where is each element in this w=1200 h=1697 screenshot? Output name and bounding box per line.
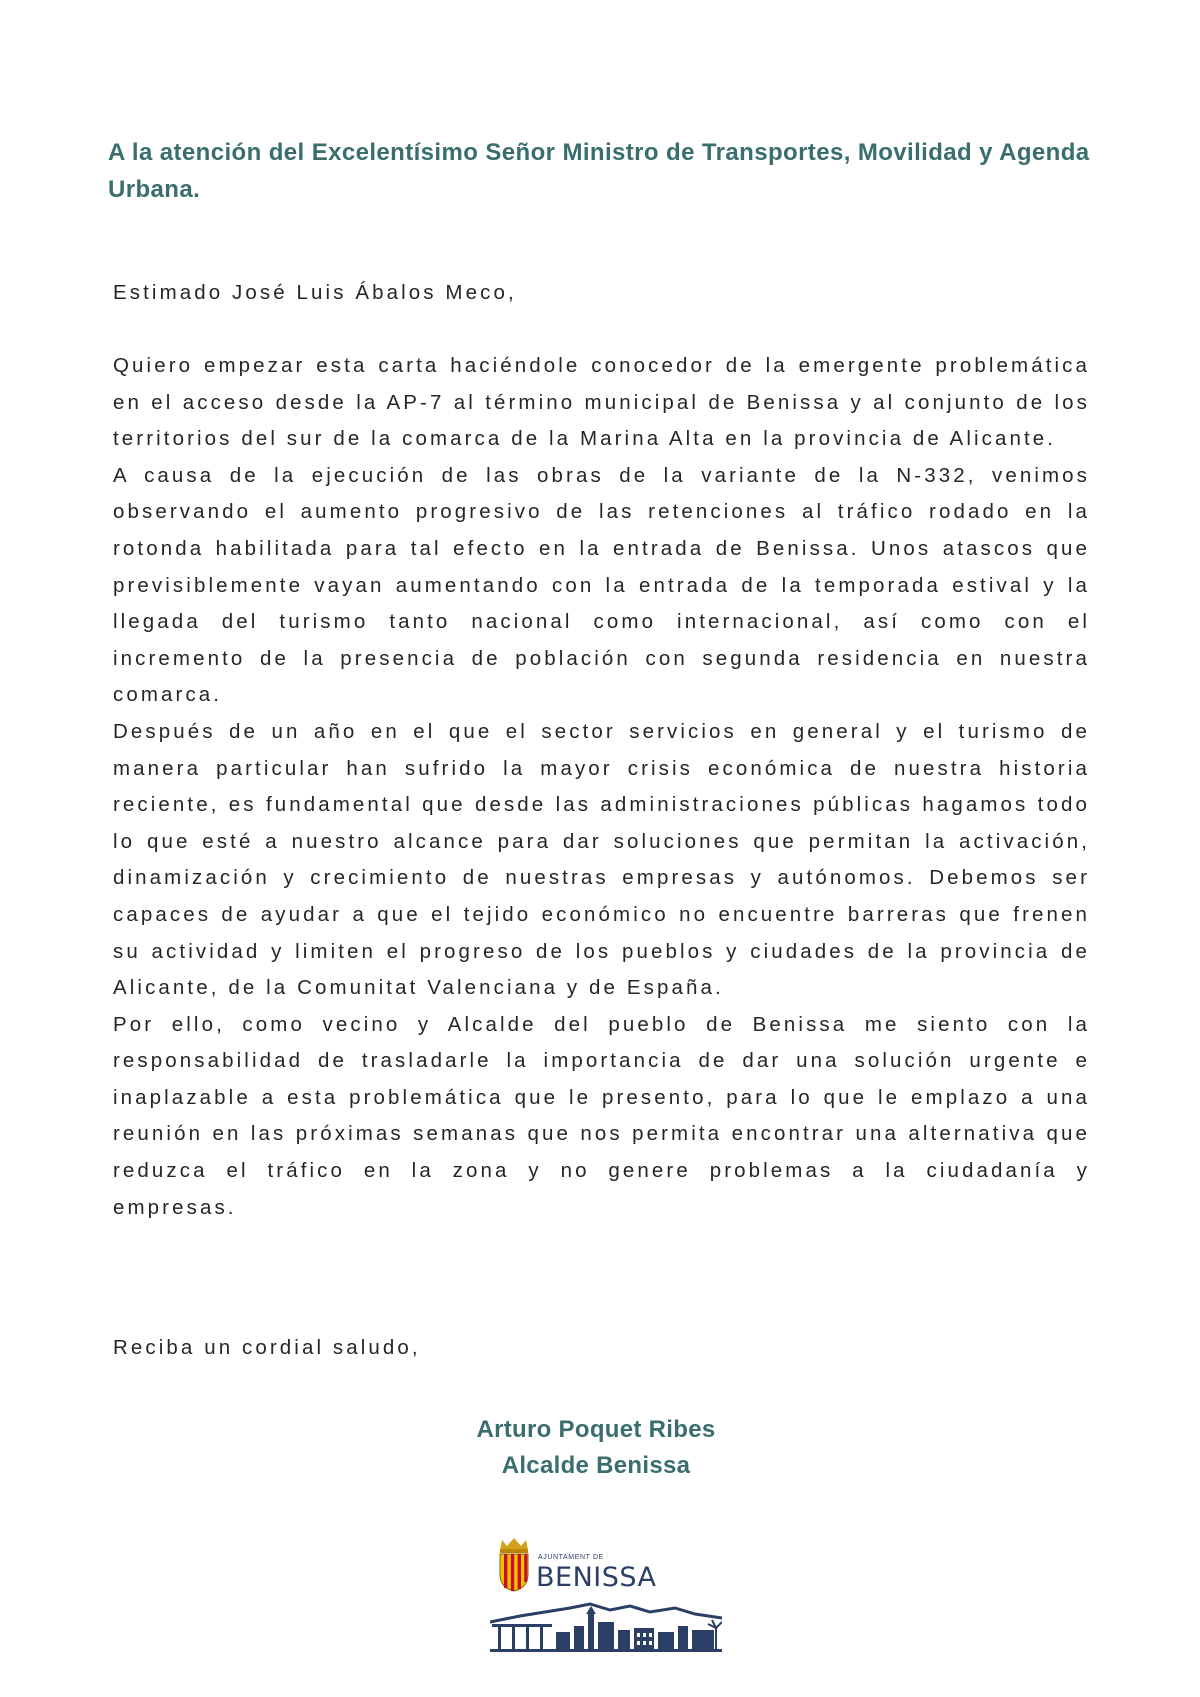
- greeting: Estimado José Luis Ábalos Meco,: [113, 281, 517, 304]
- closing: Reciba un cordial saludo,: [113, 1336, 421, 1359]
- signature-block: [0, 1412, 1200, 1484]
- logo-header: [492, 1532, 722, 1596]
- paragraph-4: Por ello, como vecino y Alcalde del pueblo de Benissa me siento con la responsabilidad de trasladarle la importancia de dar una solución urgente e inaplazable a esta problemática que le presento, para lo que le emplazo a una reunión en las próximas semanas que nos permita encontrar una alternativa que reduzca el tráfico en la zona y no genere problemas a la ciudadanía y empresas.: [113, 1012, 1090, 1219]
- skyline-icon: [490, 1600, 722, 1658]
- signature-name: Arturo Poquet Ribes: [476, 1416, 716, 1443]
- logo-small-text: AJUNTAMENT DE: [538, 1554, 604, 1561]
- letter-heading: A la atención del Excelentísimo Señor Ministro de Transportes, Movilidad y Agenda Urbana.: [108, 139, 1090, 203]
- signature-title: Alcalde Benissa: [501, 1452, 691, 1479]
- coat-of-arms-icon: [496, 1536, 532, 1592]
- paragraph-2: A causa de la ejecución de las obras de la variante de la N-332, venimos observando el aumento progresivo de las retenciones al tráfico rodado en la rotonda habilitada para tal efecto en la entrada de Benissa. Unos atascos que previsiblemente vayan aumentando con la entrada de la temporada estival y la llegada del turismo tanto nacional como internacional, así como con el incremento de la presencia de población con segunda residencia en nuestra comarca.: [113, 463, 1090, 707]
- paragraph-1: Quiero empezar esta carta haciéndole conocedor de la emergente problemática en el acceso desde la AP-7 al término municipal de Benissa y al conjunto de los territorios del sur de la comarca de la Marina Alta en la provincia de Alicante.: [113, 354, 1090, 451]
- letter-body: [113, 348, 1090, 1226]
- logo-name: BENISSA: [536, 1562, 657, 1593]
- paragraph-3: Después de un año en el que el sector servicios en general y el turismo de manera particular han sufrido la mayor crisis económica de nuestra historia reciente, es fundamental que desde las administraciones públicas hagamos todo lo que esté a nuestro alcance para dar soluciones que permitan la activación, dinamización y crecimiento de nuestras empresas y autónomos. Debemos ser capaces de ayudar a que el tejido económico no encuentre barreras que frenen su actividad y limiten el progreso de los pueblos y ciudades de la provincia de Alicante, de la Comunitat Valenciana y de España.: [113, 719, 1090, 1000]
- benissa-logo: [482, 1508, 722, 1658]
